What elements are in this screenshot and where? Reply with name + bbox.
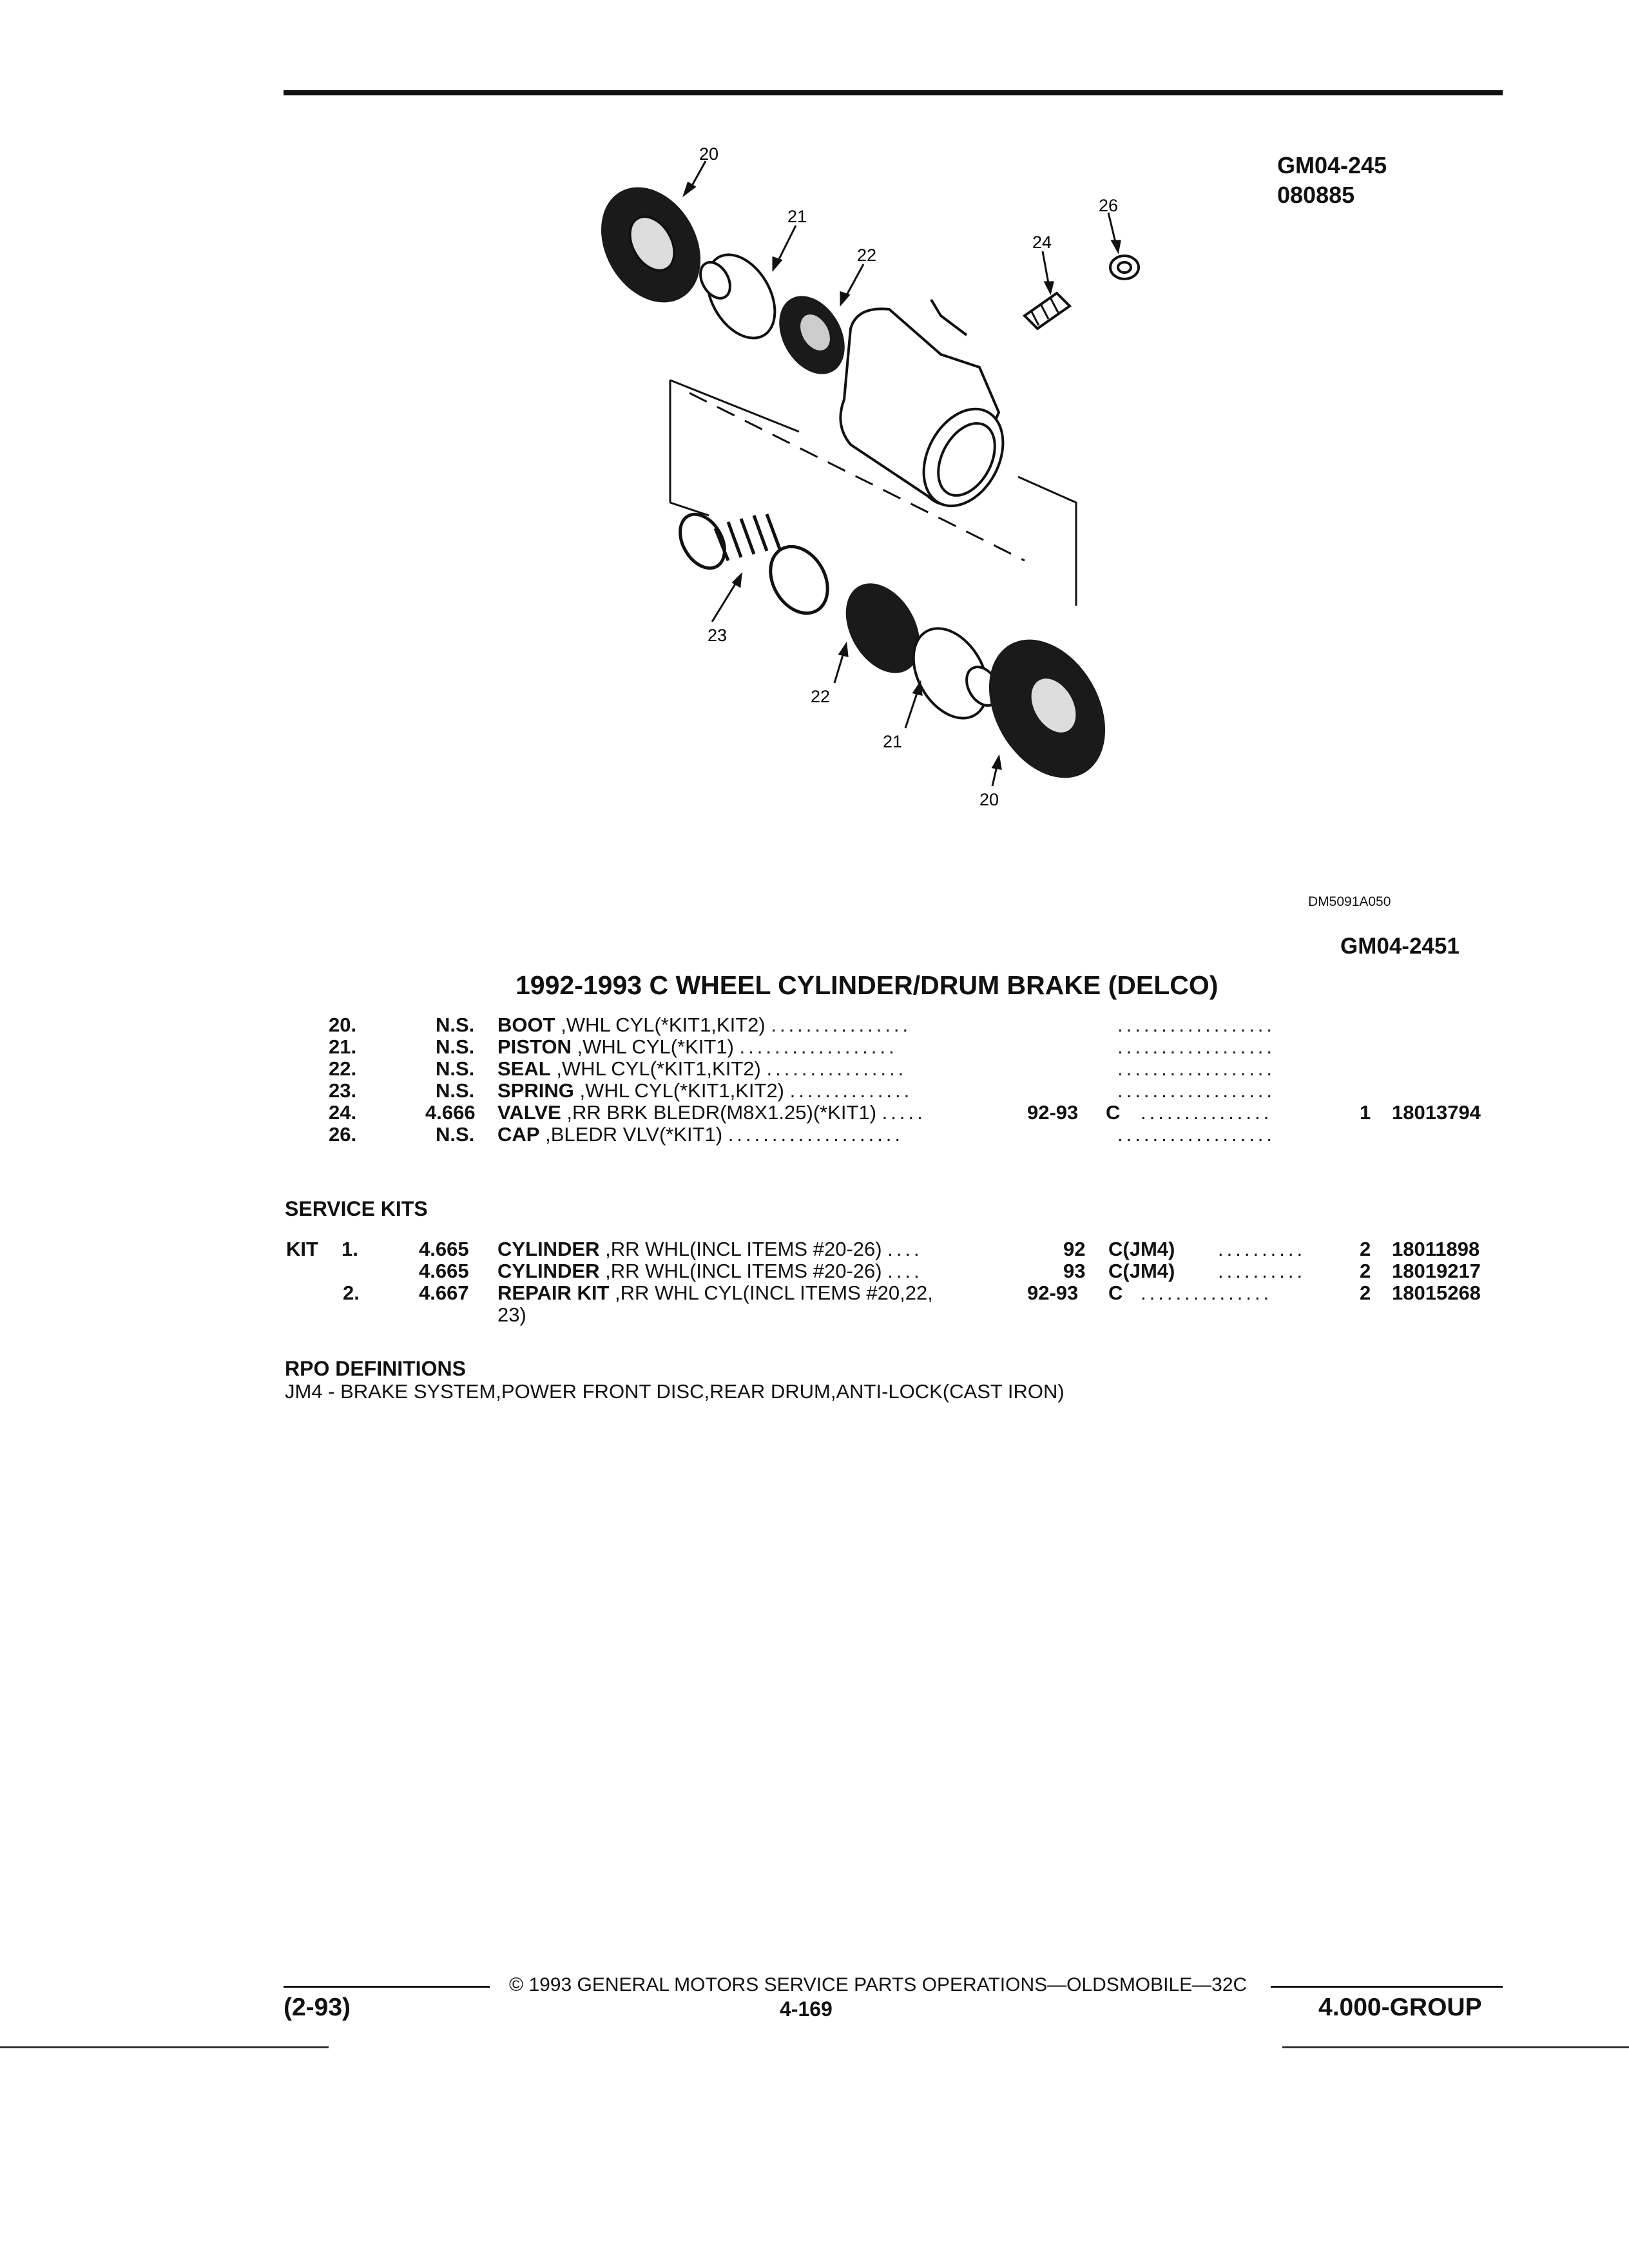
item-qty: 1 [1360,1101,1371,1124]
item-number: 21. [329,1035,357,1058]
item-code: N.S. [436,1035,475,1058]
item-dots: .............. [789,1079,913,1102]
item-dots: ................ [771,1014,912,1036]
item-dots: .................... [728,1123,904,1146]
kit-part-number: 18011898 [1392,1238,1480,1260]
kit-part-number: 18019217 [1392,1260,1481,1282]
header-ref-2: 080885 [1277,182,1355,208]
kit-label: KIT [286,1238,318,1260]
kit-desc: ,RR WHL(INCL ITEMS #20-26) [605,1238,882,1260]
item-desc: ,WHL CYL(*KIT1,KIT2) [561,1014,766,1036]
item-dots: ..... [882,1101,926,1124]
callout-24: 24 [1032,233,1052,252]
rpo-heading: RPO DEFINITIONS [285,1357,466,1380]
item-name: PISTON [497,1035,572,1058]
item-number: 20. [329,1014,357,1036]
footer-rule-left [284,1986,490,1988]
kit-model: C(JM4) [1108,1260,1175,1282]
item-code: N.S. [436,1057,475,1080]
footer-date: (2-93) [284,1994,351,2021]
top-rule [284,90,1503,95]
item-dots-2: .................. [1117,1079,1276,1102]
footer-page-number: 4-169 [780,1997,833,2021]
kit-name: REPAIR KIT [497,1282,610,1304]
kit-dots: .... [887,1260,923,1282]
kit-desc-continuation: 23) [497,1303,526,1326]
kit-qty: 2 [1360,1238,1371,1260]
callout-21-top: 21 [787,207,807,226]
kit-dots-2: .......... [1218,1260,1306,1282]
item-dots-2: .................. [1117,1014,1276,1036]
item-dots-2: ............... [1141,1101,1273,1124]
bottom-scan-line-right [1282,2046,1629,2048]
callout-20-top: 20 [699,144,719,164]
kit-model: C(JM4) [1108,1238,1175,1260]
footer-copyright: © 1993 GENERAL MOTORS SERVICE PARTS OPERATIONS—OLDSMOBILE—32C [509,1974,1248,1995]
item-code: N.S. [436,1123,475,1146]
kit-years: 93 [1063,1260,1086,1282]
kit-code: 4.665 [419,1260,469,1282]
kit-desc: ,RR WHL CYL(INCL ITEMS #20,22, [615,1282,933,1304]
item-dots-2: .................. [1117,1035,1276,1058]
kit-code: 4.667 [419,1282,469,1304]
kit-dots: .... [887,1238,923,1260]
diagram-ref: GM04-2451 [1340,934,1460,959]
item-dots: .................. [739,1035,898,1058]
item-desc: ,BLEDR VLV(*KIT1) [545,1123,723,1146]
kit-code: 4.665 [419,1238,469,1260]
kit-qty: 2 [1360,1260,1371,1282]
item-name: CAP [497,1123,540,1146]
item-code: 4.666 [425,1101,476,1124]
item-name: BOOT [497,1014,555,1036]
kit-qty: 2 [1360,1282,1371,1304]
callout-20-bottom: 20 [979,790,999,809]
item-desc: ,WHL CYL(*KIT1) [577,1035,734,1058]
kit-dots-2: ............... [1141,1282,1273,1304]
callout-21-bottom: 21 [883,732,903,751]
kit-name: CYLINDER [497,1238,600,1260]
kit-desc: ,RR WHL(INCL ITEMS #20-26) [605,1260,882,1282]
kit-number: 2. [343,1282,360,1304]
item-number: 26. [329,1123,357,1146]
item-dots-2: .................. [1117,1057,1276,1080]
item-part-number: 18013794 [1392,1101,1481,1124]
bottom-scan-line-left [0,2046,329,2048]
kit-years: 92 [1063,1238,1086,1260]
item-number: 22. [329,1057,357,1080]
footer-rule-right [1271,1986,1503,1988]
page-title: 1992-1993 C WHEEL CYLINDER/DRUM BRAKE (DELCO) [516,970,1219,1000]
item-code: N.S. [436,1014,475,1036]
item-desc: ,RR BRK BLEDR(M8X1.25)(*KIT1) [566,1101,877,1124]
callout-26: 26 [1099,196,1119,215]
item-name: SPRING [497,1079,574,1102]
service-kits-heading: SERVICE KITS [285,1197,428,1220]
item-dots-2: .................. [1117,1123,1276,1146]
callout-22-top: 22 [857,245,877,265]
footer-group: 4.000-GROUP [1318,1994,1482,2021]
kit-number: 1. [342,1238,358,1260]
item-name: VALVE [497,1101,561,1124]
callout-23: 23 [708,626,728,645]
item-desc: ,WHL CYL(*KIT1,KIT2) [579,1079,785,1102]
image-code: DM5091A050 [1308,894,1391,909]
kit-years: 92-93 [1027,1282,1079,1304]
wheel-cylinder-diagram [580,142,1160,825]
kit-model: C [1108,1282,1123,1304]
kit-dots-2: .......... [1218,1238,1306,1260]
rpo-definition: JM4 - BRAKE SYSTEM,POWER FRONT DISC,REAR DRUM,ANTI-LOCK(CAST IRON) [285,1380,1065,1403]
item-years: 92-93 [1027,1101,1079,1124]
callout-22-bottom: 22 [811,687,831,706]
item-number: 23. [329,1079,357,1102]
item-model: C [1106,1101,1121,1124]
item-dots: ................ [766,1057,907,1080]
item-desc: ,WHL CYL(*KIT1,KIT2) [556,1057,761,1080]
item-name: SEAL [497,1057,551,1080]
header-ref-1: GM04-245 [1277,152,1387,178]
item-number: 24. [329,1101,357,1124]
kit-name: CYLINDER [497,1260,600,1282]
kit-part-number: 18015268 [1392,1282,1481,1304]
item-code: N.S. [436,1079,475,1102]
